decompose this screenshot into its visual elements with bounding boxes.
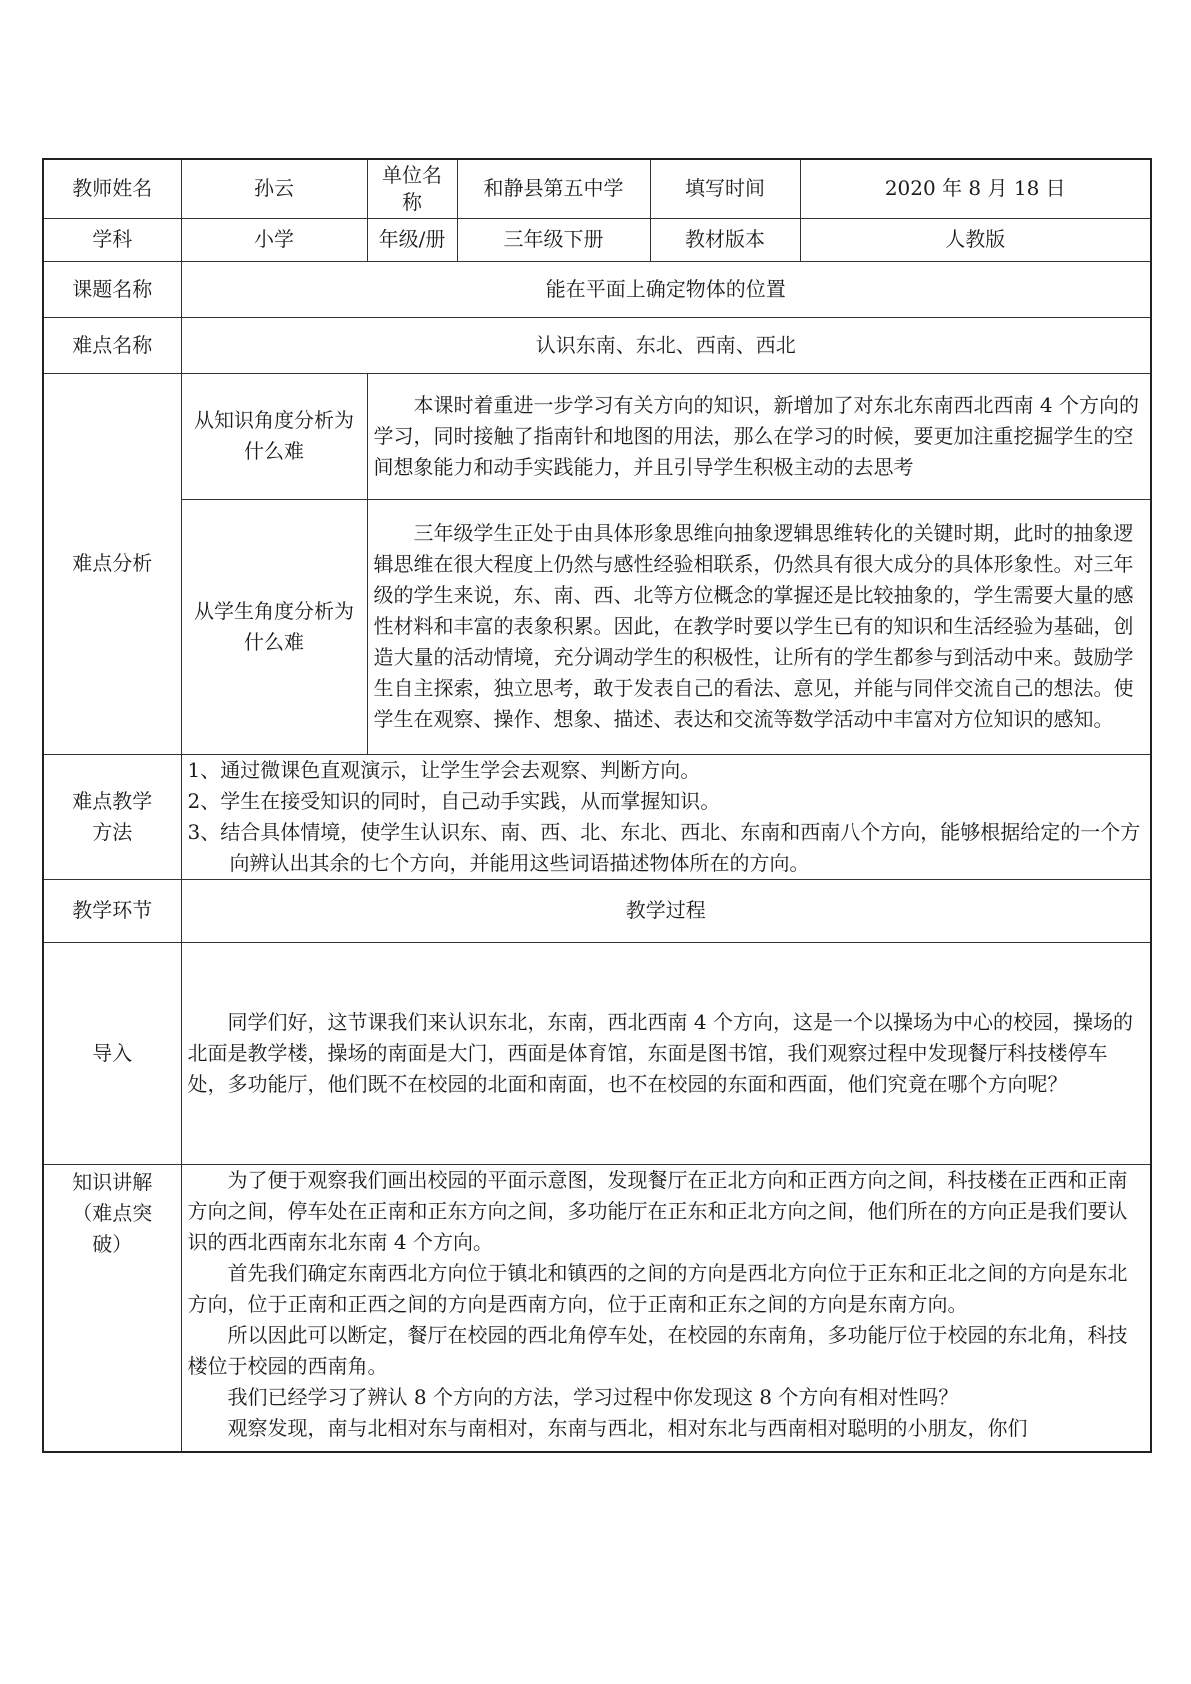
difficulty-row xyxy=(43,317,1151,373)
method-row xyxy=(43,754,1151,879)
grade-value: 三年级下册 xyxy=(457,218,650,261)
knowledge-angle-label: 从知识角度分析为什么难 xyxy=(181,373,367,499)
subject-label: 学科 xyxy=(43,218,181,261)
unit-name-value: 和静县第五中学 xyxy=(457,159,650,218)
knowledge-paragraph-5: 观察发现，南与北相对东与南相对，东南与西北，相对东北与西南相对聪明的小朋友，你们 xyxy=(227,1415,1028,1440)
knowledge-paragraph-1: 为了便于观察我们画出校园的平面示意图，发现餐厅在正北方向和正西方向之间，科技楼在正西和正南方向之间，停车处在正南和正东方向之间，多功能厅在正东和正北方向之间，他们所在的方向正是我们要认识的西北西南东北东南 4 个方向。 xyxy=(187,1167,1128,1254)
fill-date-label: 填写时间 xyxy=(650,159,800,218)
fill-date-value: 2020 年 8 月 18 日 xyxy=(800,159,1151,218)
intro-row xyxy=(43,942,1151,1164)
knowledge-row xyxy=(43,1164,1151,1452)
teacher-name-label: 教师姓名 xyxy=(43,159,181,218)
edition-label: 教材版本 xyxy=(650,218,800,261)
intro-text xyxy=(181,942,1151,1164)
analysis-label: 难点分析 xyxy=(43,373,181,754)
knowledge-label: 知识讲解（难点突破） xyxy=(43,1164,181,1452)
lesson-design-table xyxy=(42,158,1152,1453)
knowledge-paragraph-4: 我们已经学习了辨认 8 个方向的方法，学习过程中你发现这 8 个方向有相对性吗？ xyxy=(227,1384,959,1409)
process-header-row xyxy=(43,879,1151,942)
subject-value: 小学 xyxy=(181,218,367,261)
method-item-2: 2、学生在接受知识的同时，自己动手实践，从而掌握知识。 xyxy=(187,788,721,813)
grade-label: 年级/册 xyxy=(367,218,457,261)
student-angle-text xyxy=(367,499,1151,754)
difficulty-label: 难点名称 xyxy=(43,317,181,373)
knowledge-paragraph-2: 首先我们确定东南西北方向位于镇北和镇西的之间的方向是西北方向位于正东和正北之间的方向是东北方向，位于正南和正西之间的方向是西南方向，位于正南和正东之间的方向是东南方向。 xyxy=(187,1260,1128,1316)
teaching-process-label: 教学过程 xyxy=(181,879,1151,942)
header-row-1 xyxy=(43,159,1151,218)
analysis-knowledge-row xyxy=(43,373,1151,499)
method-item-3: 3、结合具体情境，使学生认识东、南、西、北、东北、西北、东南和西南八个方向，能够根据给定的一个方向辨认出其余的七个方向，并能用这些词语描述物体所在的方向。 xyxy=(187,819,1141,875)
teaching-stage-label: 教学环节 xyxy=(43,879,181,942)
method-label: 难点教学方法 xyxy=(43,754,181,879)
unit-name-label: 单位名称 xyxy=(367,159,457,218)
topic-value: 能在平面上确定物体的位置 xyxy=(181,261,1151,317)
knowledge-paragraph-3: 所以因此可以断定，餐厅在校园的西北角停车处，在校园的东南角，多功能厅位于校园的东北角，科技楼位于校园的西南角。 xyxy=(187,1322,1128,1378)
difficulty-value: 认识东南、东北、西南、西北 xyxy=(181,317,1151,373)
topic-row xyxy=(43,261,1151,317)
analysis-student-row xyxy=(43,499,1151,754)
edition-value: 人教版 xyxy=(800,218,1151,261)
student-angle-paragraph: 三年级学生正处于由具体形象思维向抽象逻辑思维转化的关键时期，此时的抽象逻辑思维在很大程度上仍然与感性经验相联系，仍然具有很大成分的具体形象性。对三年级的学生来说，东、南、西、北等方位概念的掌握还是比较抽象的，学生需要大量的感性材料和丰富的表象积累。因此，在教学时要以学生已有的知识和生活经验为基础，创造大量的活动情境，充分调动学生的积极性，让所有的学生都参与到活动中来。鼓励学生自主探索，独立思考，敢于发表自己的看法、意见，并能与同伴交流自己的想法。使学生在观察、操作、想象、描述、表达和交流等数学活动中丰富对方位知识的感知。 xyxy=(373,521,1134,731)
student-angle-label: 从学生角度分析为什么难 xyxy=(181,499,367,754)
method-item-1: 1、通过微课色直观演示，让学生学会去观察、判断方向。 xyxy=(187,757,701,782)
intro-paragraph: 同学们好，这节课我们来认识东北，东南，西北西南 4 个方向，这是一个以操场为中心的校园，操场的北面是教学楼，操场的南面是大门，西面是体育馆，东面是图书馆，我们观察过程中发现餐厅科技楼停车处，多功能厅，他们既不在校园的北面和南面，也不在校园的东面和西面，他们究竟在哪个方向呢？ xyxy=(187,1009,1133,1096)
knowledge-angle-text xyxy=(367,373,1151,499)
header-row-2 xyxy=(43,218,1151,261)
method-list xyxy=(181,754,1151,879)
knowledge-angle-paragraph: 本课时着重进一步学习有关方向的知识，新增加了对东北东南西北西南 4 个方向的学习，同时接触了指南针和地图的用法，那么在学习的时候，要更加注重挖掘学生的空间想象能力和动手实践能力，并且引导学生积极主动的去思考 xyxy=(373,392,1139,479)
teacher-name-value: 孙云 xyxy=(181,159,367,218)
topic-label: 课题名称 xyxy=(43,261,181,317)
knowledge-text xyxy=(181,1164,1151,1452)
intro-label: 导入 xyxy=(43,942,181,1164)
